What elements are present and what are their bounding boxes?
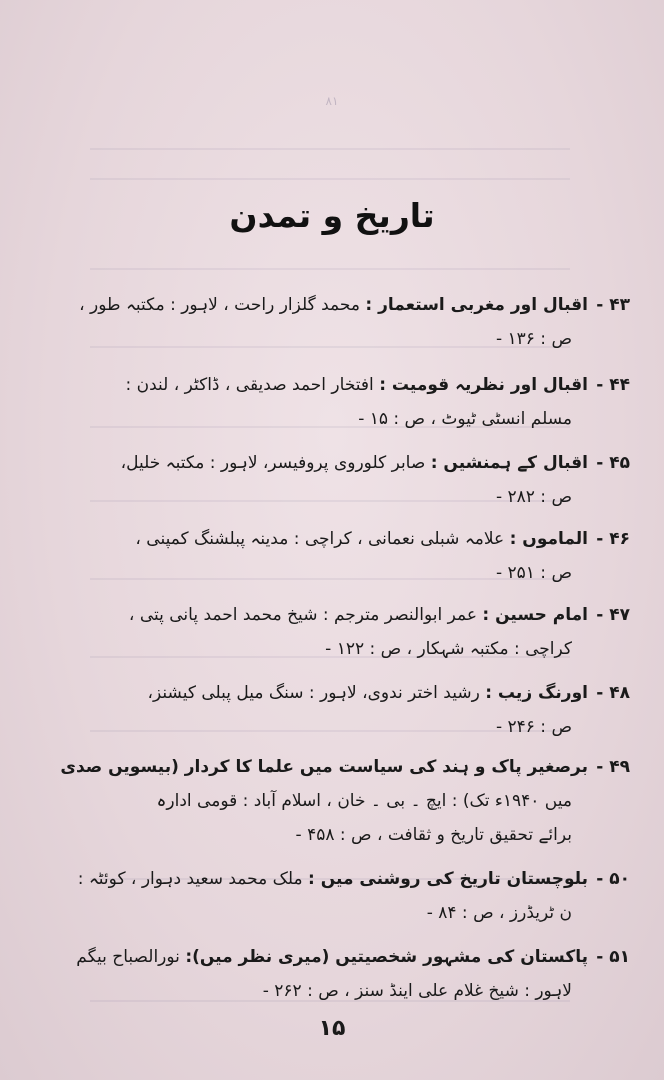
entry-continuation: کراچی : مکتبہ شہکار ، ص : ۱۲۲ - [325,639,572,659]
bibliography-entry [30,940,630,1008]
section-title: تاریخ و تمدن [229,196,435,235]
entry-title: بلوچستان تاریخ کی روشنی میں : [307,869,588,889]
bibliography-entry [30,288,630,356]
entry-continuation: برائے تحقیق تاریخ و ثقافت ، ص : ۴۵۸ - [295,825,572,845]
bibliography-entry [30,750,630,852]
entry-continuation: میں ۱۹۴۰ء تک) : ایچ ۔ بی ۔ خان ، اسلام آباد : قومی ادارہ [156,791,572,811]
entry-title: الماموں : [509,529,588,549]
entry-details: افتخار احمد صدیقی ، ڈاکٹر ، لندن : [125,375,374,395]
bibliography-entry [30,862,630,930]
bibliography-entry [30,522,630,590]
entry-number: ۴۴ - [596,375,630,395]
entry-continuation: ص : ۲۵۱ - [495,563,572,583]
entry-title: اقبال کے ہمنشیں : [430,453,588,473]
entry-number: ۵۱ - [596,947,630,967]
entry-title: اقبال اور مغربی استعمار : [365,295,588,315]
entry-number: ۴۹ - [596,757,630,777]
bibliography-entry [30,446,630,514]
entry-details: عمر ابوالنصر مترجم : شیخ محمد احمد پانی پتی ، [128,605,477,625]
entry-number: ۴۵ - [596,453,630,473]
entry-number: ۴۷ - [596,605,630,625]
entry-continuation: ص : ۲۸۲ - [495,487,572,507]
entry-number: ۴۸ - [596,683,630,703]
entry-details: محمد گلزار راحت ، لاہور : مکتبہ طور ، [79,295,360,315]
entry-details: نورالصباح بیگم [76,947,180,967]
entry-continuation: لاہور : شیخ غلام علی اینڈ سنز ، ص : ۲۶۲ - [262,981,572,1001]
bibliography-entry [30,676,630,744]
bibliography-entry [30,598,630,666]
entry-details: رشید اختر ندوی، لاہور : سنگ میل پبلی کیشنز، [147,683,480,703]
page-number: ۱۵ [318,1016,346,1041]
entry-title: اورنگ زیب : [485,683,588,703]
entry-title: اقبال اور نظریہ قومیت : [379,375,588,395]
entry-continuation: ن ٹریڈرز ، ص : ۸۴ - [426,903,572,923]
entry-continuation: ص : ۱۳۶ - [495,329,572,349]
entry-details: صابر کلوروی پروفیسر، لاہور : مکتبہ خلیل، [120,453,426,473]
entry-continuation: ص : ۲۴۶ - [495,717,572,737]
entry-title: پاکستان کی مشہور شخصیتیں (میری نظر میں): [185,947,588,967]
entry-number: ۴۶ - [596,529,630,549]
bibliography-entry [30,368,630,436]
show-through-line [90,148,570,150]
faint-page-mark: ۸۱ [325,94,339,108]
show-through-line [90,178,570,180]
entry-title: برصغیر پاک و ہند کی سیاست میں علما کا کردار (بیسویں صدی [60,757,588,777]
entry-continuation: مسلم انسٹی ٹیوٹ ، ص : ۱۵ - [358,409,572,429]
entry-details: ملک محمد سعید دہوار ، کوئٹہ : [77,869,303,889]
entry-details: علامہ شبلی نعمانی ، کراچی : مدینہ پبلشنگ کمپنی ، [135,529,505,549]
entry-title: امام حسین : [482,605,588,625]
entry-number: ۴۳ - [596,295,630,315]
show-through-line [90,268,570,270]
entry-number: ۵۰ - [596,869,630,889]
